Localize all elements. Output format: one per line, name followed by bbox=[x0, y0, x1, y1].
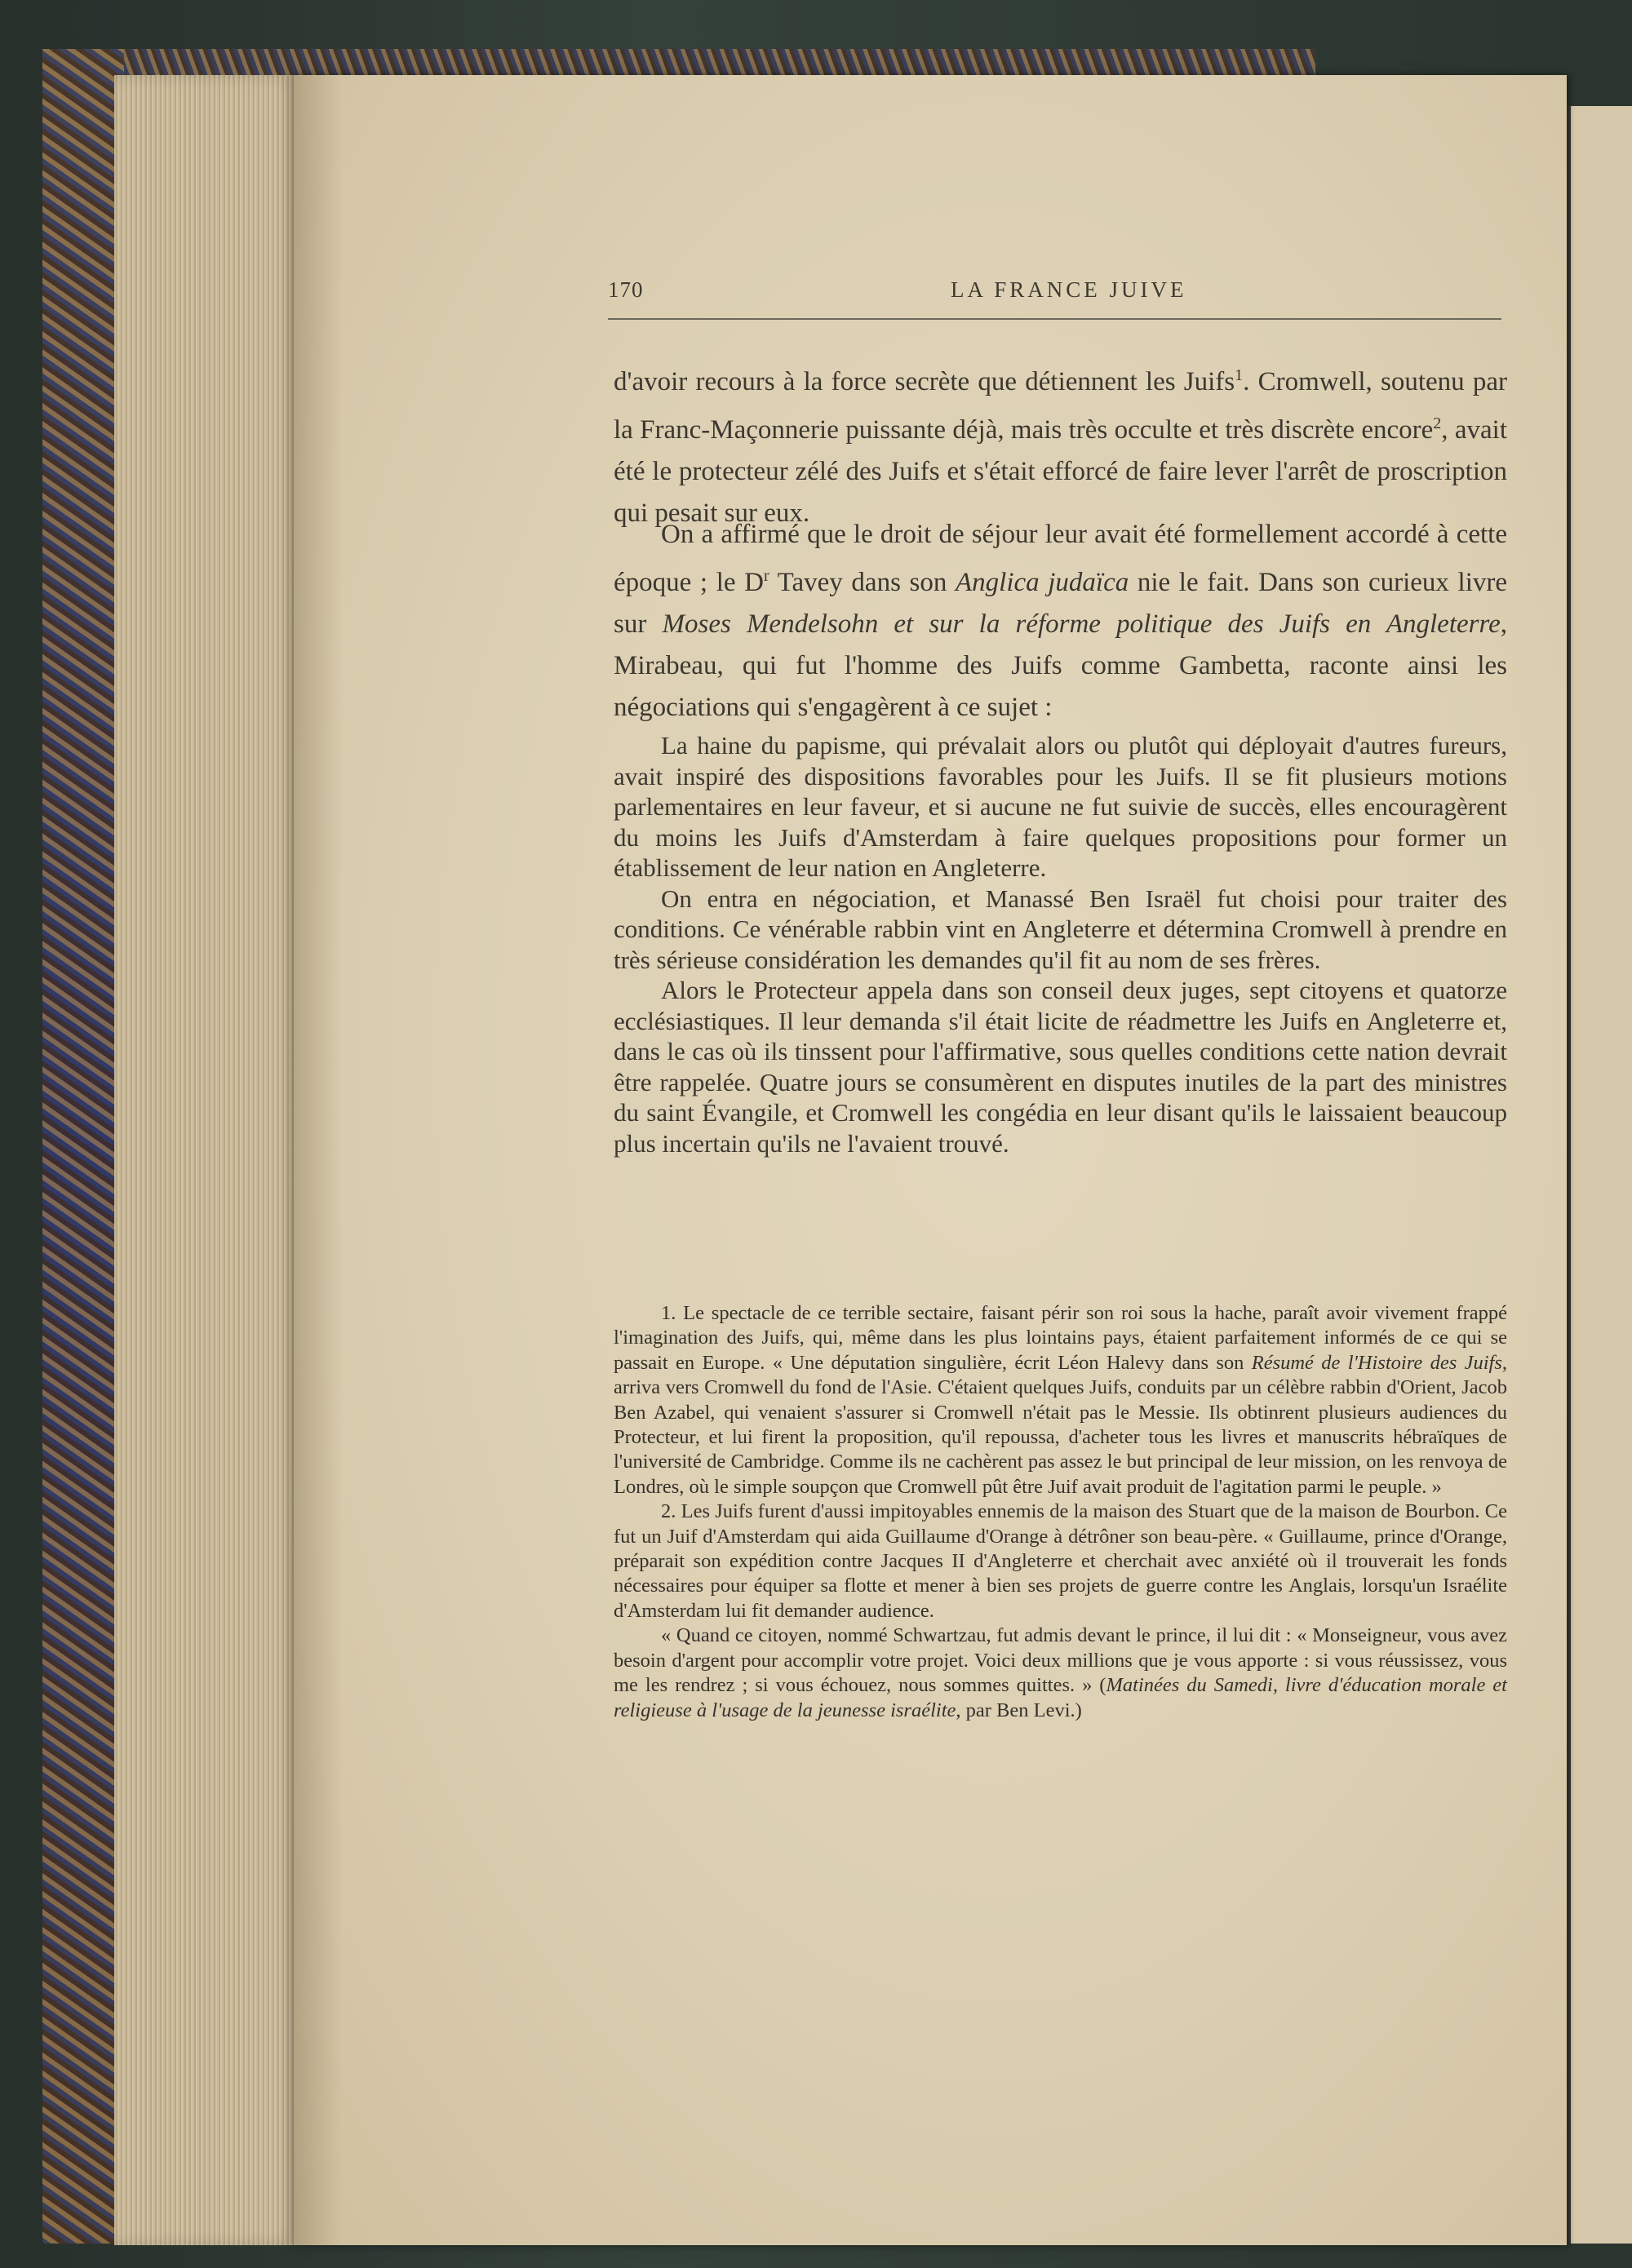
footnote-2: 2. Les Juifs furent d'aussi impitoyables ennemis de la maison des Stuart que de la maison de Bourbon. Ce fut un Juif d'Amsterdam qui aida Guillaume d'Orange à détrôner son beau-père. « Guillaume, prince d'Orange, préparait son expédition contre Jacques II d'Angleterre et cherchait avec anxiété où il trouverait les fonds nécessaires pour équiper sa flotte et mener à bien ses projets de guerre contre les Anglais, lorsqu'un Israélite d'Amsterdam lui fit demander audience. bbox=[614, 1500, 1507, 1622]
body-text-segment: , avait été le protecteur zélé des Juifs et s'était efforcé de faire lever l'arrêt de proscription qui pesait sur eux. bbox=[614, 415, 1507, 528]
footnote-ref-1: 1 bbox=[1235, 366, 1244, 384]
page-gutter-shadow bbox=[294, 75, 343, 2245]
footnote-italic: Résumé de l'Histoire des Juifs bbox=[1251, 1351, 1502, 1374]
body-paragraph-2 bbox=[614, 514, 1507, 729]
block-quote bbox=[614, 730, 1507, 1158]
footnote-text: 1. Le spectacle de ce terrible sectaire, faisant périr son roi sous la hache, paraît avoir vivement frappé l'imagination des Juifs, qui, même dans les plus lointains pays, étaient parfaitement informés de ce qui se passait en Europe. « Une députation singulière, écrit Léon Halevy dans son bbox=[614, 1302, 1507, 1374]
running-title: LA FRANCE JUIVE bbox=[951, 277, 1187, 302]
body-text-segment: Tavey dans son bbox=[769, 568, 956, 597]
footnote-1 bbox=[614, 1301, 1507, 1499]
body-text-segment: nie le fait. Dans son curieux livre sur bbox=[614, 568, 1508, 639]
marbled-edge-left bbox=[42, 49, 124, 2244]
footnote-text: , par Ben Levi.) bbox=[956, 1699, 1082, 1721]
abbrev-superscript: r bbox=[763, 567, 769, 585]
body-text-segment: d'avoir recours à la force secrète que détiennent les Juifs bbox=[614, 367, 1235, 396]
footnote-ref-2: 2 bbox=[1433, 414, 1442, 432]
body-text-segment: . Cromwell, soutenu par la Franc-Maçonnerie puissante déjà, mais très occulte et très discrète encore bbox=[614, 367, 1507, 445]
book-title-italic: Anglica judaïca bbox=[956, 568, 1129, 597]
book-title-italic: Moses Mendelsohn et sur la réforme politique des Juifs en Angleterre bbox=[662, 609, 1501, 639]
footnote-2-continued bbox=[614, 1623, 1507, 1723]
footnote-text: , arriva vers Cromwell du fond de l'Asie. C'étaient quelques Juifs, conduits par un célèbre rabbin d'Orient, Jacob Ben Azabel, qui venaient s'assurer si Cromwell n'était pas le Messie. Ils obtinrent plusieurs audiences du Protecteur, et lui firent la proposition, qu'il repoussa, d'acheter tous les livres et manuscrits hébraïques de l'université de Cambridge. Comme ils ne cachèrent pas assez le but principal de leur mission, on les renvoya de Londres, où le simple soupçon que Cromwell pût être Juif avait produit de l'agitation parmi le peuple. » bbox=[614, 1351, 1507, 1498]
body-paragraph-1 bbox=[614, 355, 1507, 534]
body-text-segment: On a affirmé que le droit de séjour leur avait été formellement accordé à cette époque ; le D bbox=[614, 520, 1507, 597]
quote-paragraph: On entra en négociation, et Manassé Ben Israël fut choisi pour traiter des conditions. Ce vénérable rabbin vint en Angleterre et détermina Cromwell à prendre en très sérieuse considération les demandes qu'il fit au nom de ses frères. bbox=[614, 884, 1507, 974]
page-header bbox=[608, 277, 1506, 310]
footnote-text: « Quand ce citoyen, nommé Schwartzau, fut admis devant le prince, il lui dit : « Monseigneur, vous avez besoin d'argent pour accomplir votre projet. Voici deux millions que je vous apporte : si vous réussissez, vous me les rendrez ; si vous échouez, nous sommes quittes. » ( bbox=[614, 1624, 1507, 1697]
page-number: 170 bbox=[608, 277, 644, 302]
body-text-segment: , Mirabeau, qui fut l'homme des Juifs comme Gambetta, raconte ainsi les négociations qui s'engagèrent à ce sujet : bbox=[614, 609, 1507, 722]
quote-paragraph: La haine du papisme, qui prévalait alors ou plutôt qui déployait d'autres fureurs, avait inspiré des dispositions favorables pour les Juifs. Il se fit plusieurs motions parlementaires en leur faveur, et si aucune ne fut suivie de succès, elles encouragèrent du moins les Juifs d'Amsterdam à faire quelques propositions pour former un établissement de leur nation en Angleterre. bbox=[614, 731, 1507, 882]
page-stack-edges bbox=[114, 75, 310, 2245]
footnotes bbox=[614, 1301, 1507, 1723]
footnote-italic: Matinées du Samedi, livre d'éducation morale et religieuse à l'usage de la jeunesse israélite bbox=[614, 1674, 1507, 1721]
quote-paragraph: Alors le Protecteur appela dans son conseil deux juges, sept citoyens et quatorze ecclésiastiques. Il leur demanda s'il était licite de réadmettre les Juifs en Angleterre et, dans le cas où ils tinssent pour l'affirmative, sous quelles conditions cette nation devrait être rappelée. Quatre jours se consumèrent en disputes inutiles de la part des ministres du saint Évangile, et Cromwell les congédia en leur disant qu'ils le laissaient beaucoup plus incertain qu'ils ne l'avaient trouvé. bbox=[614, 976, 1507, 1158]
header-rule bbox=[608, 318, 1501, 320]
